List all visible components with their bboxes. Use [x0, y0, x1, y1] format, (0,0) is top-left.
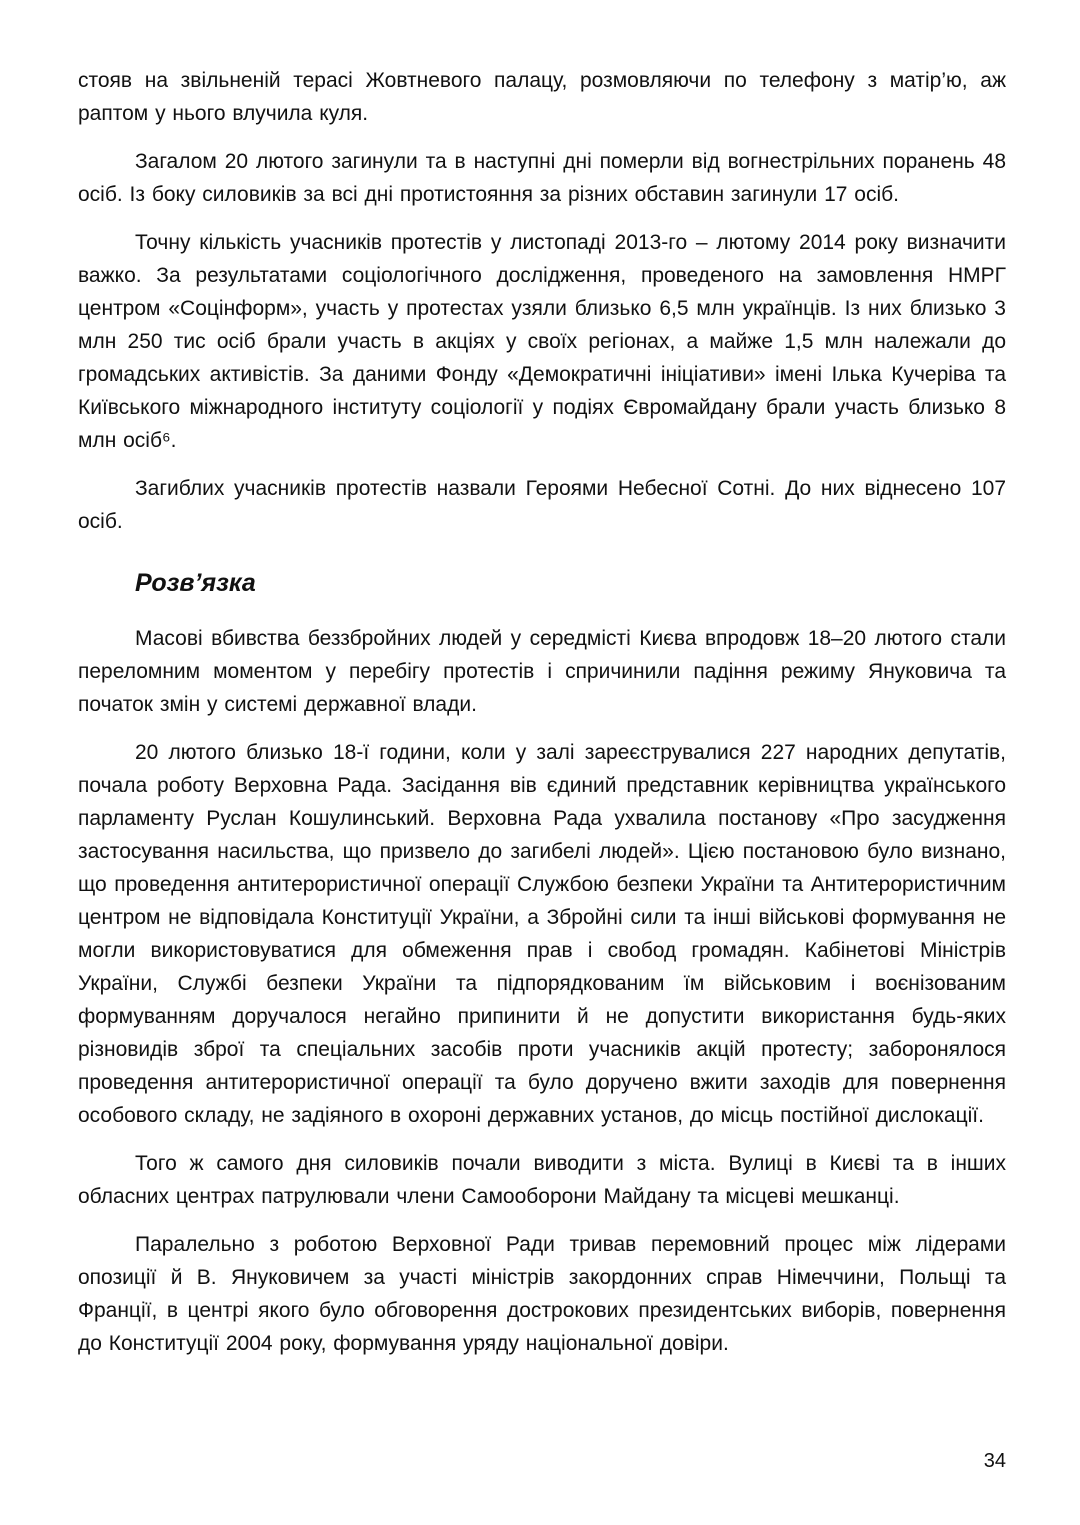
paragraph: стояв на звільненій терасі Жовтневого палацу, розмовляючи по телефону з матір’ю, аж раптом у нього влучила куля.: [78, 69, 1006, 125]
paragraph: Загалом 20 лютого загинули та в наступні дні померли від вогнестрільних поранень 48 осіб. Із боку силовиків за всі дні протистояння за різних обставин загинули 17 осіб.: [78, 150, 1006, 206]
paragraph: Паралельно з роботою Верховної Ради тривав перемовний процес між лідерами опозиції й В. Януковичем за участі міністрів закордонних справ Німеччини, Польщі та Франції, в центрі якого було обговорення дострокових президентських виборів, повернення до Конституції 2004 року, формування уряду національної довіри.: [78, 1233, 1006, 1355]
paragraph: Точну кількість учасників протестів у листопаді 2013-го – лютому 2014 року визначити важко. За результатами соціологічного дослідження, проведеного на замовлення НМРГ центром «Соцінформ», участь у протестах узяли близько 6,5 млн українців. Із них близько 3 млн 250 тис осіб брали участь в акціях у своїх регіонах, а майже 1,5 млн належали до громадських активістів. За даними Фонду «Демократичні ініціативи» імені Ілька Кучеріва та Київського міжнародного інституту соціології у подіях Євромайдану брали участь близько 8 млн осіб⁶.: [78, 231, 1006, 452]
paragraph: Того ж самого дня силовиків почали виводити з міста. Вулиці в Києві та в інших обласних центрах патрулювали члени Самооборони Майдану та місцеві мешканці.: [78, 1152, 1006, 1208]
paragraph: 20 лютого близько 18-ї години, коли у залі зареєструвалися 227 народних депутатів, почала роботу Верховна Рада. Засідання вів єдиний представник керівництва українського парламенту Руслан Кошулинський. Верховна Рада ухвалила постанову «Про засудження застосування насильства, що призвело до загибелі людей». Цією постановою було визнано, що проведення антитерористичної операції Службою безпеки України та Антитерористичним центром не відповідала Конституції України, а Збройні сили та інші військові формування не могли використовуватися для обмеження прав і свобод громадян. Кабінетові Міністрів України, Службі безпеки України та підпорядкованим їм військовим і воєнізованим формуванням доручалося негайно припинити й не допустити використання будь-яких різновидів зброї та спеціальних засобів проти учасників акцій протесту; заборонялося проведення антитерористичної операції та було доручено вжити заходів для повернення особового складу, не задіяного в охороні державних установ, до місць постійної дислокації.: [78, 741, 1006, 1127]
paragraph: Масові вбивства беззбройних людей у середмісті Києва впродовж 18–20 лютого стали переломним моментом у перебігу протестів і спричинили падіння режиму Януковича та початок змін у системі державної влади.: [78, 627, 1006, 716]
page-content: [78, 64, 1006, 1375]
page-number: 34: [983, 1450, 1006, 1472]
paragraph: Загиблих учасників протестів назвали Героями Небесної Сотні. До них віднесено 107 осіб.: [78, 477, 1006, 533]
section-heading: Розв’язка: [135, 569, 256, 597]
